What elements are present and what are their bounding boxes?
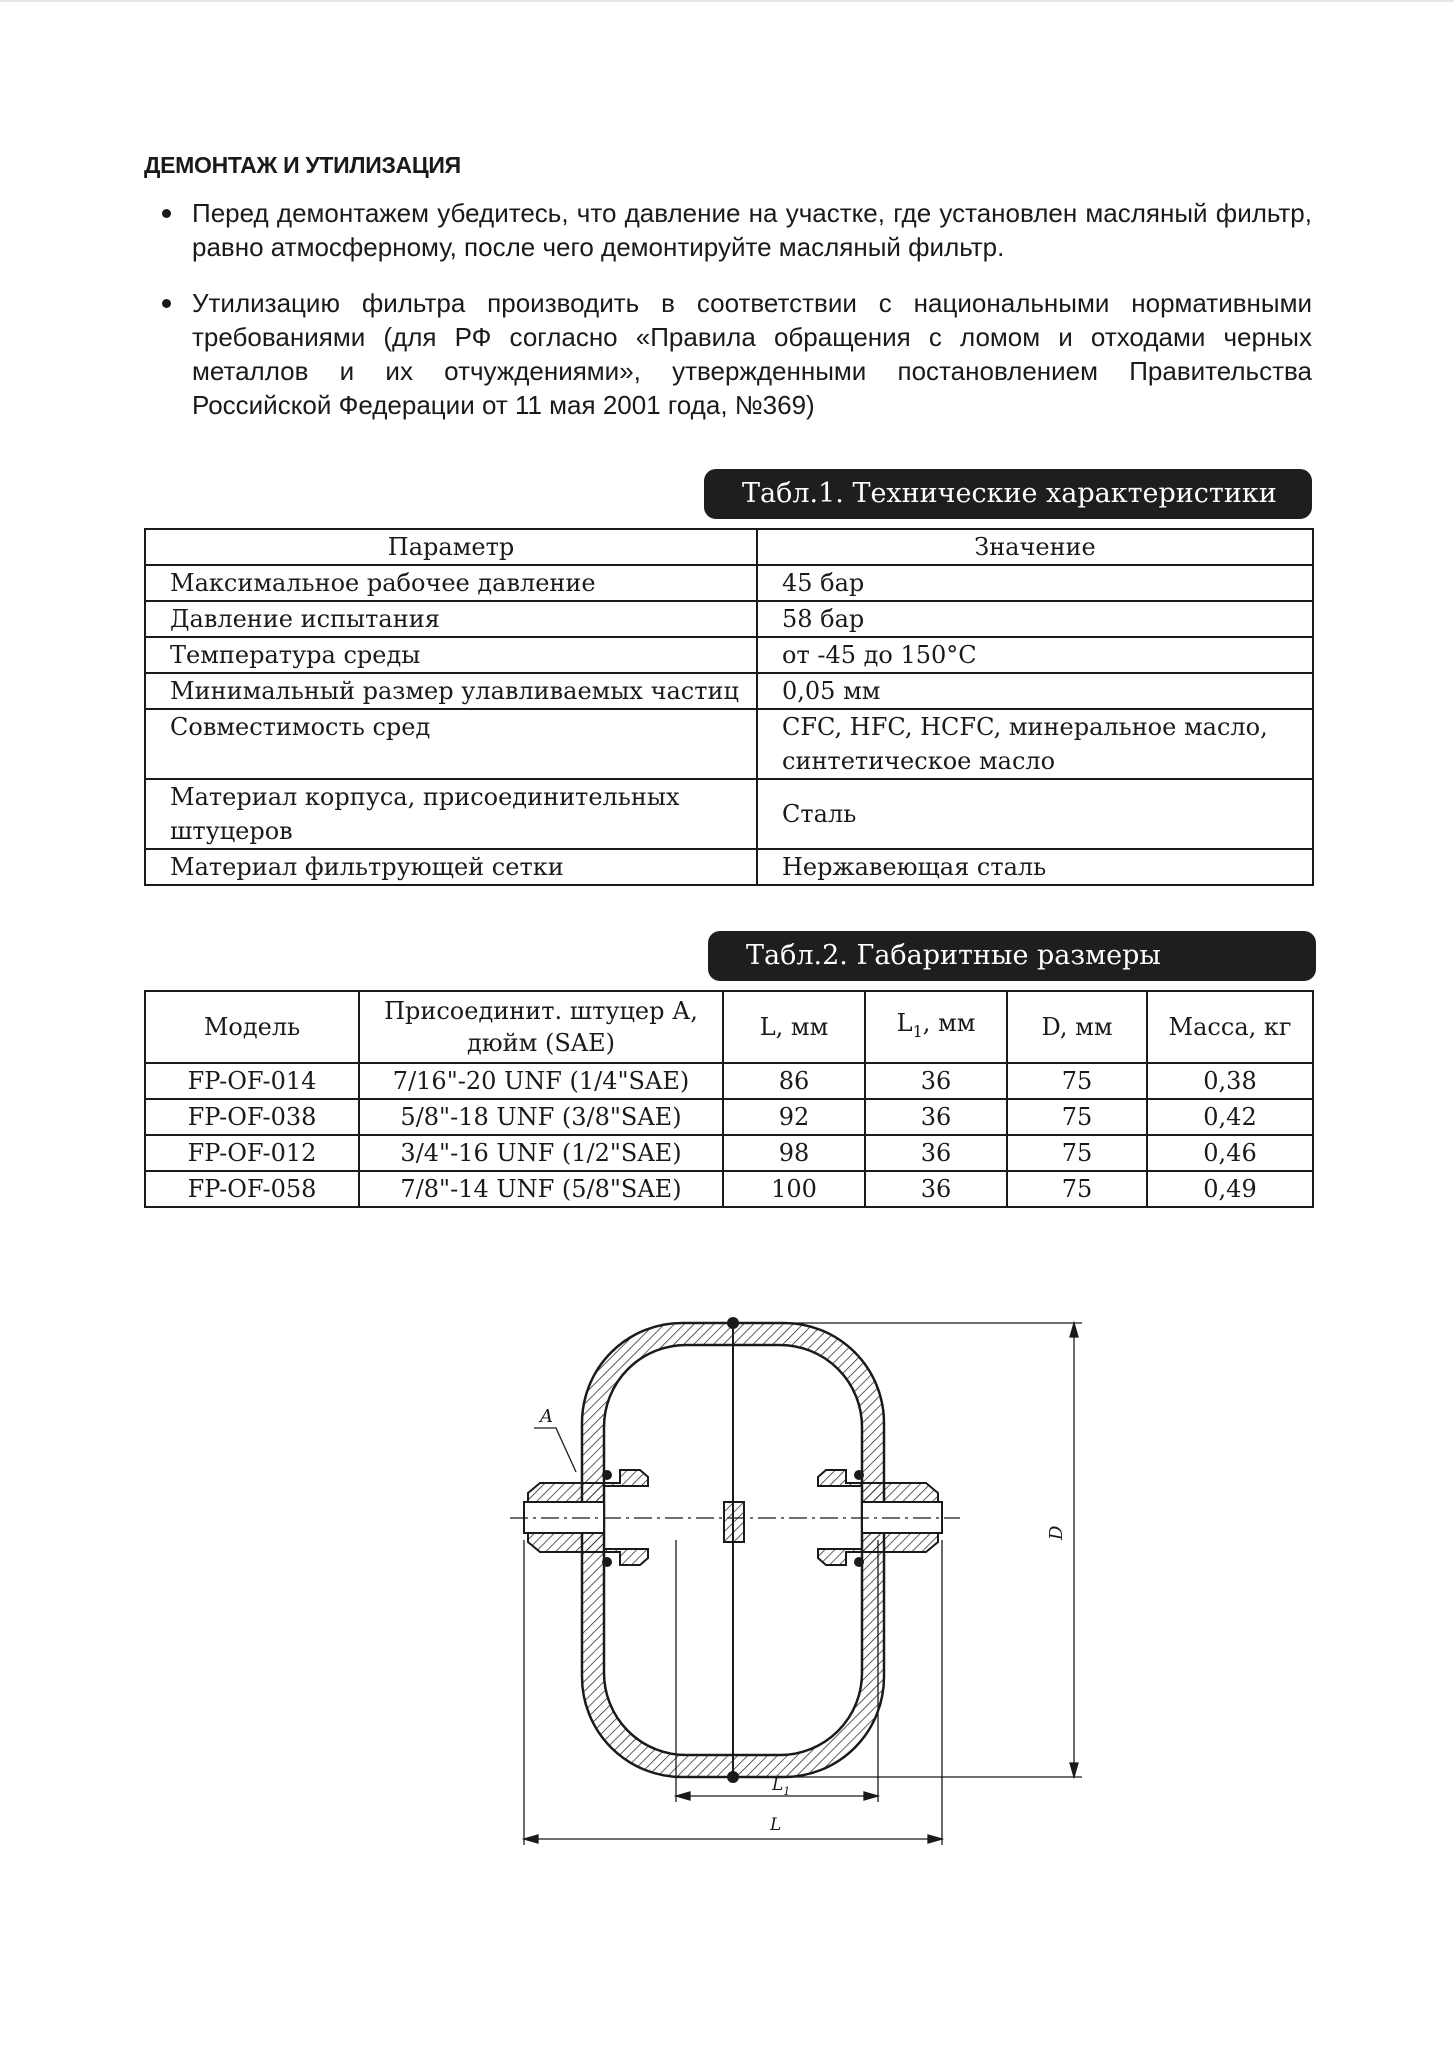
header-cell [865, 991, 1007, 1063]
table2-title: Табл.2. Габаритные размеры [708, 931, 1316, 981]
bullet-item [144, 286, 1312, 422]
specs-table [144, 528, 1314, 886]
bullet-list [144, 196, 1312, 444]
top-rule [0, 0, 1454, 2]
table-row [145, 709, 1313, 779]
table-header-row [145, 529, 1313, 565]
table-row [145, 565, 1313, 601]
param-cell: Максимальное рабочее давление [145, 565, 757, 601]
table-cell: 0,42 [1147, 1099, 1313, 1135]
param-cell: Минимальный размер улавливаемых частиц [145, 673, 757, 709]
value-cell: 58 бар [757, 601, 1313, 637]
table-cell: 5/8"-18 UNF (3/8"SAE) [359, 1099, 723, 1135]
header-cell: Присоединит. штуцер А, дюйм (SAE) [359, 991, 723, 1063]
header-l1-letter: L [896, 1008, 913, 1037]
table-cell: 36 [865, 1099, 1007, 1135]
bullet-item [144, 196, 1312, 264]
bullet-text: Перед демонтажем убедитесь, что давление на участке, где установлен масляный фильтр, равно атмосферному, после чего демонтируйте масляный фильтр. [192, 198, 1312, 262]
weld-point [727, 1771, 739, 1783]
param-cell: Давление испытания [145, 601, 757, 637]
table-row [145, 673, 1313, 709]
table-cell: 86 [723, 1063, 865, 1099]
header-l1-unit: , мм [922, 1008, 976, 1037]
table-row [145, 601, 1313, 637]
label-l1-subscript: 1 [783, 1785, 791, 1798]
section-heading: ДЕМОНТАЖ И УТИЛИЗАЦИЯ [144, 152, 461, 178]
table-cell: 0,46 [1147, 1135, 1313, 1171]
table-cell: 3/4"-16 UNF (1/2"SAE) [359, 1135, 723, 1171]
table-header-row [145, 991, 1313, 1063]
table-cell: 75 [1007, 1135, 1147, 1171]
table-row [145, 779, 1313, 849]
header-cell: Модель [145, 991, 359, 1063]
table-cell: 0,49 [1147, 1171, 1313, 1207]
table-cell: FP-OF-058 [145, 1171, 359, 1207]
table-cell: FP-OF-038 [145, 1099, 359, 1135]
table-cell: FP-OF-014 [145, 1063, 359, 1099]
table-cell: 98 [723, 1135, 865, 1171]
header-cell: Значение [757, 529, 1313, 565]
value-cell: Сталь [757, 779, 1313, 849]
label-d: D [1046, 1525, 1067, 1540]
value-cell: от -45 до 150°С [757, 637, 1313, 673]
seal-point [854, 1470, 864, 1480]
filter-drawing [500, 1290, 1100, 1890]
weld-point [727, 1317, 739, 1329]
label-l1-letter: L [772, 1775, 784, 1795]
param-cell: Совместимость сред [145, 709, 757, 779]
value-cell: Нержавеющая сталь [757, 849, 1313, 885]
header-cell: Параметр [145, 529, 757, 565]
table-cell: 36 [865, 1135, 1007, 1171]
header-cell: Масса, кг [1147, 991, 1313, 1063]
table-row [145, 1099, 1313, 1135]
param-cell: Температура среды [145, 637, 757, 673]
bullet-dot-icon [162, 209, 171, 218]
table-cell: 36 [865, 1171, 1007, 1207]
table-cell: 36 [865, 1063, 1007, 1099]
value-cell: CFC, HFC, HCFC, минеральное масло, синтетическое масло [757, 709, 1313, 779]
seal-point [602, 1557, 612, 1567]
bullet-text: Утилизацию фильтра производить в соответствии с национальными нормативными требованиями (для РФ согласно «Правила обращения с ломом и отходами черных металлов и их отчуждениями», утвержденными постановлением Правительства Российской Федерации от 11 мая 2001 года, №369) [192, 288, 1312, 420]
table-cell: 75 [1007, 1099, 1147, 1135]
header-l1-subscript: 1 [912, 1021, 923, 1041]
table-cell: 92 [723, 1099, 865, 1135]
label-l: L [770, 1815, 782, 1835]
table-cell: 7/16"-20 UNF (1/4"SAE) [359, 1063, 723, 1099]
leader-a [534, 1428, 576, 1472]
value-cell: 0,05 мм [757, 673, 1313, 709]
table-row [145, 1063, 1313, 1099]
param-cell: Материал фильтрующей сетки [145, 849, 757, 885]
dimensions-table [144, 990, 1314, 1208]
table-row [145, 849, 1313, 885]
table-cell: FP-OF-012 [145, 1135, 359, 1171]
header-cell: L, мм [723, 991, 865, 1063]
seal-point [854, 1557, 864, 1567]
label-l1 [771, 1775, 790, 1798]
table-cell: 75 [1007, 1171, 1147, 1207]
label-a: A [540, 1406, 553, 1427]
table-row [145, 1135, 1313, 1171]
value-cell: 45 бар [757, 565, 1313, 601]
table-cell: 75 [1007, 1063, 1147, 1099]
header-cell: D, мм [1007, 991, 1147, 1063]
table1-title: Табл.1. Технические характеристики [704, 469, 1312, 519]
table-row [145, 637, 1313, 673]
table-cell: 100 [723, 1171, 865, 1207]
table-cell: 7/8"-14 UNF (5/8"SAE) [359, 1171, 723, 1207]
table-cell: 0,38 [1147, 1063, 1313, 1099]
seal-point [602, 1470, 612, 1480]
bullet-dot-icon [162, 299, 171, 308]
table-row [145, 1171, 1313, 1207]
param-cell: Материал корпуса, присоединительных штуцеров [145, 779, 757, 849]
